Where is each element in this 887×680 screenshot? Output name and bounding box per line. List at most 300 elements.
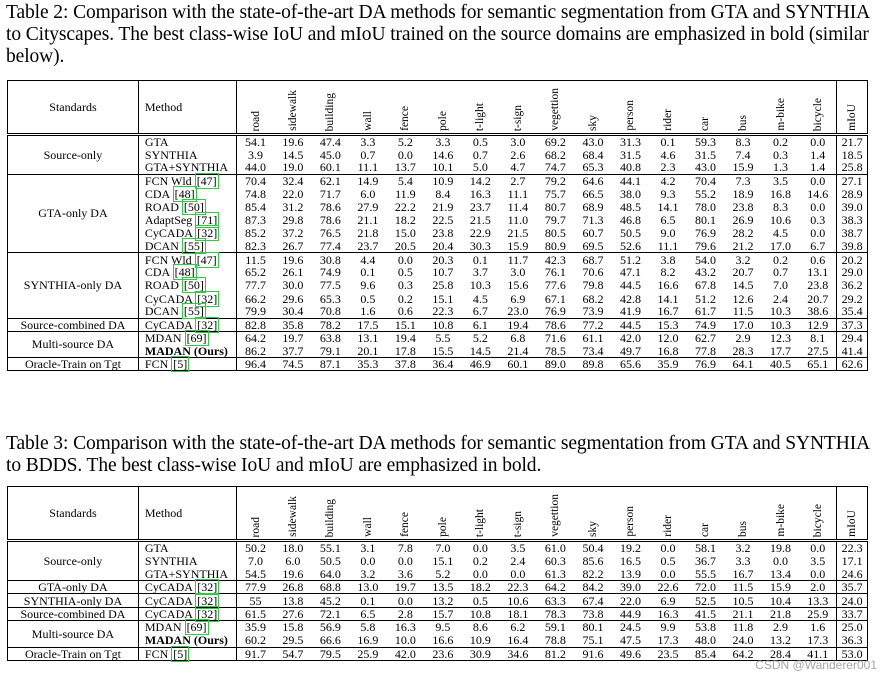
cell-sky: 73.9: [582, 304, 604, 319]
cell-pole: 10.7: [432, 265, 454, 280]
header-sidewalk: [274, 487, 312, 541]
header-method: Method: [138, 81, 236, 135]
header-sky-label: sky: [586, 115, 599, 131]
cell-mIoU: 36.3: [837, 634, 868, 647]
cell-vegettion: 68.2: [544, 147, 566, 162]
cell-m-bike: 10.6: [770, 213, 792, 228]
cell-t-sign: 6.2: [499, 620, 537, 633]
header-m-bike-label: m-bike: [774, 98, 787, 131]
cell-rider: 17.3: [657, 633, 679, 648]
cell-sky: 71.3: [582, 213, 604, 228]
cell-rider: 0.0: [649, 541, 687, 555]
cell-sky: 91.6: [574, 647, 612, 660]
cell-wall: 9.6: [360, 278, 376, 293]
cell-building: 63.8: [312, 331, 350, 344]
cell-car: 61.7: [694, 304, 716, 319]
cell-m-bike: 7.0: [773, 278, 789, 293]
table-row: [8, 581, 868, 594]
header-rider: [649, 81, 687, 135]
cell-mIoU: 41.4: [837, 344, 868, 357]
header-person: [612, 487, 650, 541]
cell-wall: 23.7: [357, 238, 379, 253]
cell-person: 41.9: [619, 304, 641, 319]
cell-t-sign: 0.0: [510, 566, 526, 581]
cell-wall: 4.4: [349, 253, 387, 266]
cell-pole: 20.4: [432, 238, 454, 253]
cell-m-bike: 19.8: [762, 541, 800, 555]
cell-rider: 16.3: [649, 607, 687, 620]
cell-bus: 14.5: [732, 278, 754, 293]
cell-person: 44.5: [612, 318, 650, 331]
table-row: [8, 620, 868, 633]
cell-t-sign: 2.6: [510, 147, 526, 162]
cell-pole: 5.2: [435, 566, 451, 581]
cell-car: 55.5: [694, 566, 716, 581]
cell-person: 44.5: [619, 278, 641, 293]
cell-sky: 77.2: [574, 318, 612, 331]
cell-wall: 20.1: [357, 343, 379, 358]
cell-mIoU: 36.2: [837, 279, 868, 292]
cell-bicycle: 0.0: [810, 226, 826, 241]
cell-road: 54.1: [237, 135, 275, 149]
cell-vegettion: 78.8: [544, 633, 566, 648]
cell-m-bike: 2.9: [762, 620, 800, 633]
table3-caption: [6, 433, 884, 477]
cell-road: 3.9: [248, 147, 264, 162]
cell-person: 51.2: [612, 253, 650, 266]
method-name: [138, 594, 236, 607]
cell-bicycle: 13.1: [807, 265, 829, 280]
group-label: Source-only: [8, 541, 139, 581]
header-rider-label: rider: [661, 515, 674, 537]
cell-t-sign: 2.4: [510, 553, 526, 568]
cell-person: 44.9: [612, 607, 650, 620]
method-label: CDA: [144, 265, 170, 280]
citation: [48]: [174, 186, 195, 201]
header-mIoU: [837, 81, 868, 135]
cell-building: 45.2: [312, 594, 350, 607]
cell-bicycle: 41.1: [799, 647, 837, 660]
cell-sidewalk: 26.1: [282, 265, 304, 280]
cell-sky: 89.8: [574, 358, 612, 371]
cell-m-bike: 17.7: [770, 343, 792, 358]
header-vegettion: [537, 81, 575, 135]
cell-bus: 11.5: [724, 581, 762, 594]
header-t-sign: [499, 81, 537, 135]
cell-vegettion: 69.2: [537, 135, 575, 149]
cell-m-bike: 13.4: [770, 566, 792, 581]
method-label: ROAD: [144, 199, 179, 214]
cell-car: 54.0: [687, 253, 725, 266]
cell-vegettion: 63.3: [537, 594, 575, 607]
cell-t-light: 6.1: [462, 318, 500, 331]
cell-road: 44.0: [245, 160, 267, 175]
cell-fence: 15.1: [387, 318, 425, 331]
cell-t-light: 8.6: [462, 620, 500, 633]
cell-vegettion: 89.0: [537, 358, 575, 371]
cell-car: 74.9: [687, 318, 725, 331]
cell-bicycle: 38.6: [807, 304, 829, 319]
cell-m-bike: 0.2: [762, 135, 800, 149]
cell-bicycle: 0.0: [810, 566, 826, 581]
cell-fence: 13.7: [394, 160, 416, 175]
cell-road: 54.5: [245, 566, 267, 581]
cell-t-sign: 23.0: [507, 304, 529, 319]
cell-t-sign: 6.8: [499, 331, 537, 344]
cell-road: 96.4: [237, 358, 275, 371]
cell-car: 36.7: [694, 553, 716, 568]
header-method: Method: [138, 487, 236, 541]
cell-mIoU: 27.1: [837, 174, 868, 187]
cell-m-bike: 0.3: [773, 147, 789, 162]
cell-bus: 64.1: [724, 358, 762, 371]
header-mIoU-label: mIoU: [846, 510, 859, 537]
cell-car: 53.8: [687, 620, 725, 633]
cell-rider: 22.6: [649, 581, 687, 594]
cell-pole: 25.8: [432, 278, 454, 293]
cell-sidewalk: 29.8: [282, 213, 304, 228]
cell-road: 66.2: [245, 291, 267, 306]
cell-building: 55.1: [312, 541, 350, 555]
cell-t-light: 10.9: [469, 633, 491, 648]
header-rider: [649, 487, 687, 541]
cell-pole: 15.1: [432, 553, 454, 568]
table-row: [8, 135, 868, 149]
cell-wall: 6.5: [349, 607, 387, 620]
cell-rider: 35.9: [649, 358, 687, 371]
group-label: SYNTHIA-only DA: [8, 594, 139, 607]
method-label: FCN: [144, 646, 169, 661]
cell-pole: 7.0: [424, 541, 462, 555]
cell-t-sign: 10.6: [499, 594, 537, 607]
cell-sidewalk: 19.6: [274, 253, 312, 266]
cell-m-bike: 0.2: [762, 253, 800, 266]
cell-person: 48.5: [619, 199, 641, 214]
citation: [47]: [196, 173, 217, 188]
group-label: GTA-only DA: [8, 581, 139, 594]
cell-bicycle: 20.7: [807, 291, 829, 306]
cell-rider: 12.0: [649, 331, 687, 344]
header-bicycle-label: bicycle: [811, 503, 824, 537]
cell-bus: 11.8: [724, 620, 762, 633]
cell-mIoU: 53.0: [837, 647, 868, 660]
cell-road: 64.2: [237, 331, 275, 344]
cell-bicycle: 25.9: [799, 607, 837, 620]
cell-wall: 0.1: [360, 265, 376, 280]
cell-road: 55: [237, 594, 275, 607]
header-bus-label: bus: [737, 115, 749, 131]
cell-bus: 11.5: [732, 304, 754, 319]
cell-sky: 85.6: [582, 553, 604, 568]
cell-mIoU: 33.7: [837, 607, 868, 620]
cell-sidewalk: 31.2: [282, 199, 304, 214]
header-mIoU: [837, 487, 868, 541]
method-name: [138, 331, 236, 344]
cell-wall: 1.6: [360, 304, 376, 319]
cell-wall: 3.3: [349, 135, 387, 149]
cell-vegettion: 76.9: [544, 304, 566, 319]
cell-bus: 28.2: [732, 226, 754, 241]
method-label: FCN Wld: [144, 252, 192, 267]
cell-vegettion: 42.3: [537, 253, 575, 266]
cell-t-light: 30.9: [462, 647, 500, 660]
cell-person: 19.2: [612, 541, 650, 555]
table-row: [8, 318, 868, 331]
table-row: [8, 594, 868, 607]
cell-vegettion: 71.6: [537, 331, 575, 344]
citation: [47]: [196, 252, 217, 267]
citation: [32]: [197, 593, 218, 608]
cell-car: 79.6: [694, 238, 716, 253]
cell-fence: 0.6: [397, 304, 413, 319]
header-vegettion-label: vegettion: [549, 88, 562, 131]
cell-mIoU: 20.2: [837, 253, 868, 266]
citation: [32]: [197, 291, 218, 306]
cell-bus: 7.3: [724, 174, 762, 187]
header-car: [687, 487, 725, 541]
cell-sidewalk: 15.8: [274, 620, 312, 633]
cell-sky: 84.2: [574, 581, 612, 594]
header-person-label: person: [624, 100, 637, 131]
table3-caption-label: Table 3:: [6, 433, 69, 454]
header-vegettion: [537, 487, 575, 541]
cell-building: 45.0: [319, 147, 341, 162]
header-m-bike: [762, 487, 800, 541]
citation: [69]: [186, 331, 207, 346]
header-pole: [424, 81, 462, 135]
header-fence: [387, 487, 425, 541]
group-label: Multi-source DA: [8, 331, 139, 357]
cell-car: 43.2: [694, 265, 716, 280]
cell-vegettion: 61.0: [537, 541, 575, 555]
cell-m-bike: 13.2: [770, 633, 792, 648]
cell-pole: 36.4: [424, 358, 462, 371]
header-person-label: person: [624, 506, 637, 537]
cell-sky: 80.1: [574, 620, 612, 633]
cell-building: 72.1: [312, 607, 350, 620]
cell-person: 13.9: [619, 566, 641, 581]
cell-pole: 10.1: [432, 160, 454, 175]
header-sidewalk: [274, 81, 312, 135]
citation: [32]: [197, 317, 218, 332]
cell-bicycle: 1.6: [799, 620, 837, 633]
cell-mIoU: 38.3: [837, 213, 868, 226]
method-label: DCAN: [144, 238, 179, 253]
cell-sky: 70.6: [582, 265, 604, 280]
table-row: [8, 358, 868, 371]
cell-t-sign: 3.0: [510, 265, 526, 280]
cell-bicycle: 65.1: [799, 358, 837, 371]
cell-t-sign: 19.4: [499, 318, 537, 331]
cell-m-bike: 40.5: [762, 358, 800, 371]
cell-person: 65.6: [612, 358, 650, 371]
cell-car: 85.4: [687, 647, 725, 660]
method-label: MADAN (Ours): [144, 343, 228, 358]
header-bus: [724, 487, 762, 541]
header-m-bike: [762, 81, 800, 135]
cell-fence: 5.2: [387, 135, 425, 149]
cell-bus: 26.9: [732, 213, 754, 228]
cell-fence: 0.0: [387, 594, 425, 607]
cell-sky: 67.4: [574, 594, 612, 607]
cell-fence: 20.5: [394, 238, 416, 253]
cell-rider: 2.3: [660, 160, 676, 175]
cell-mIoU: 18.5: [837, 148, 868, 161]
table3: [7, 486, 868, 661]
cell-wall: 5.8: [349, 620, 387, 633]
method-label: GTA: [144, 541, 169, 555]
cell-bus: 17.0: [724, 318, 762, 331]
cell-wall: 27.9: [357, 199, 379, 214]
cell-bicycle: 3.5: [810, 553, 826, 568]
cell-sky: 73.8: [574, 607, 612, 620]
cell-mIoU: 24.0: [837, 594, 868, 607]
cell-t-light: 16.3: [469, 186, 491, 201]
cell-t-sign: 22.3: [499, 581, 537, 594]
cell-building: 71.7: [319, 186, 341, 201]
cell-t-light: 5.2: [462, 331, 500, 344]
cell-pole: 16.6: [432, 633, 454, 648]
cell-road: 50.2: [237, 541, 275, 555]
cell-t-light: 14.5: [469, 343, 491, 358]
method-label: MDAN: [144, 620, 182, 635]
cell-sky: 68.2: [582, 291, 604, 306]
cell-pole: 15.7: [424, 607, 462, 620]
cell-bus: 64.2: [724, 647, 762, 660]
cell-bicycle: 1.4: [810, 160, 826, 175]
method-name: [138, 581, 236, 594]
method-label: CyCADA: [144, 317, 193, 332]
cell-t-light: 18.2: [462, 581, 500, 594]
cell-fence: 16.3: [387, 620, 425, 633]
cell-car: 80.1: [694, 213, 716, 228]
table2-caption-text: Comparison with the state-of-the-art DA methods for semantic segmentation from GTA and SYNTHIA to Cityscapes. The best class-wise IoU and mIoU trained on the source domains are emphasized in bold (similar below).: [6, 2, 870, 67]
cell-road: 60.2: [245, 633, 267, 648]
cell-sky: 64.6: [574, 174, 612, 187]
group-label: Oracle-Train on Tgt: [8, 647, 139, 660]
cell-rider: 3.8: [649, 253, 687, 266]
cell-sky: 68.7: [574, 253, 612, 266]
cell-sidewalk: 30.4: [282, 304, 304, 319]
cell-pole: 13.2: [424, 594, 462, 607]
table2: [7, 80, 868, 371]
cell-mIoU: 29.0: [837, 266, 868, 279]
watermark: CSDN @Wanderer001: [755, 658, 877, 672]
cell-bus: 3.3: [735, 553, 751, 568]
table-row: [8, 331, 868, 344]
cell-vegettion: 59.1: [537, 620, 575, 633]
cell-sidewalk: 74.5: [274, 358, 312, 371]
header-wall-label: wall: [361, 517, 374, 537]
header-vegettion-label: vegettion: [549, 494, 562, 537]
method-label: CyCADA: [144, 291, 193, 306]
cell-bicycle: 0.0: [799, 135, 837, 149]
cell-road: 86.2: [245, 343, 267, 358]
cell-road: 79.9: [245, 304, 267, 319]
cell-fence: 18.2: [394, 213, 416, 228]
cell-bus: 12.6: [732, 291, 754, 306]
cell-vegettion: 81.2: [537, 647, 575, 660]
cell-m-bike: 10.3: [762, 318, 800, 331]
cell-rider: 16.7: [657, 304, 679, 319]
cell-building: 60.1: [319, 160, 341, 175]
cell-rider: 4.2: [649, 174, 687, 187]
cell-bicycle: 6.7: [810, 238, 826, 253]
cell-person: 50.5: [619, 226, 641, 241]
cell-t-sign: 3.5: [499, 541, 537, 555]
cell-fence: 17.8: [394, 343, 416, 358]
cell-pole: 10.8: [424, 318, 462, 331]
cell-bicycle: 0.0: [799, 174, 837, 187]
method-name: [138, 200, 236, 213]
citation: [32]: [197, 606, 218, 621]
cell-t-light: 0.1: [462, 253, 500, 266]
cell-person: 42.0: [612, 331, 650, 344]
cell-m-bike: 10.3: [770, 304, 792, 319]
method-label: CDA: [144, 186, 170, 201]
method-label: CyCADA: [144, 580, 193, 595]
cell-bicycle: 27.5: [807, 343, 829, 358]
cell-sky: 60.7: [582, 226, 604, 241]
citation: [55]: [183, 304, 204, 319]
cell-rider: 14.1: [657, 291, 679, 306]
cell-t-sign: 11.1: [507, 186, 529, 201]
cell-t-sign: 21.4: [507, 343, 529, 358]
cell-rider: 16.8: [657, 343, 679, 358]
cell-bicycle: 13.3: [799, 594, 837, 607]
header-t-light: [462, 487, 500, 541]
table-row: [8, 541, 868, 555]
cell-vegettion: 80.9: [544, 238, 566, 253]
cell-sky: 65.3: [582, 160, 604, 175]
cell-m-bike: 15.9: [762, 581, 800, 594]
cell-vegettion: 79.7: [544, 213, 566, 228]
cell-fence: 10.0: [394, 633, 416, 648]
cell-t-sign: 11.4: [507, 199, 529, 214]
cell-m-bike: 16.8: [770, 186, 792, 201]
header-building-label: building: [324, 92, 337, 131]
cell-pole: 8.4: [435, 186, 451, 201]
cell-building: 76.5: [319, 226, 341, 241]
cell-car: 78.0: [694, 199, 716, 214]
cell-t-light: 0.7: [472, 147, 488, 162]
cell-sky: 68.9: [582, 199, 604, 214]
cell-sidewalk: 26.7: [282, 238, 304, 253]
cell-bus: 10.5: [724, 594, 762, 607]
cell-fence: 3.6: [397, 566, 413, 581]
cell-m-bike: 0.0: [773, 553, 789, 568]
citation: [48]: [174, 265, 195, 280]
table-row: [8, 607, 868, 620]
cell-mIoU: 21.7: [837, 135, 868, 149]
cell-road: 77.7: [245, 278, 267, 293]
cell-wall: 21.1: [357, 213, 379, 228]
cell-mIoU: 28.9: [837, 187, 868, 200]
cell-bus: 21.2: [732, 238, 754, 253]
method-label: SYNTHIA: [144, 553, 198, 568]
citation: [50]: [183, 199, 204, 214]
method-name: [138, 358, 236, 371]
cell-bus: 3.2: [724, 253, 762, 266]
cell-sidewalk: 19.6: [282, 566, 304, 581]
table-row: [8, 253, 868, 266]
cell-wall: 11.1: [357, 160, 379, 175]
cell-sky: 82.2: [582, 566, 604, 581]
cell-pole: 23.8: [432, 226, 454, 241]
cell-fence: 0.2: [397, 291, 413, 306]
cell-rider: 11.1: [657, 238, 679, 253]
cell-wall: 0.5: [360, 291, 376, 306]
